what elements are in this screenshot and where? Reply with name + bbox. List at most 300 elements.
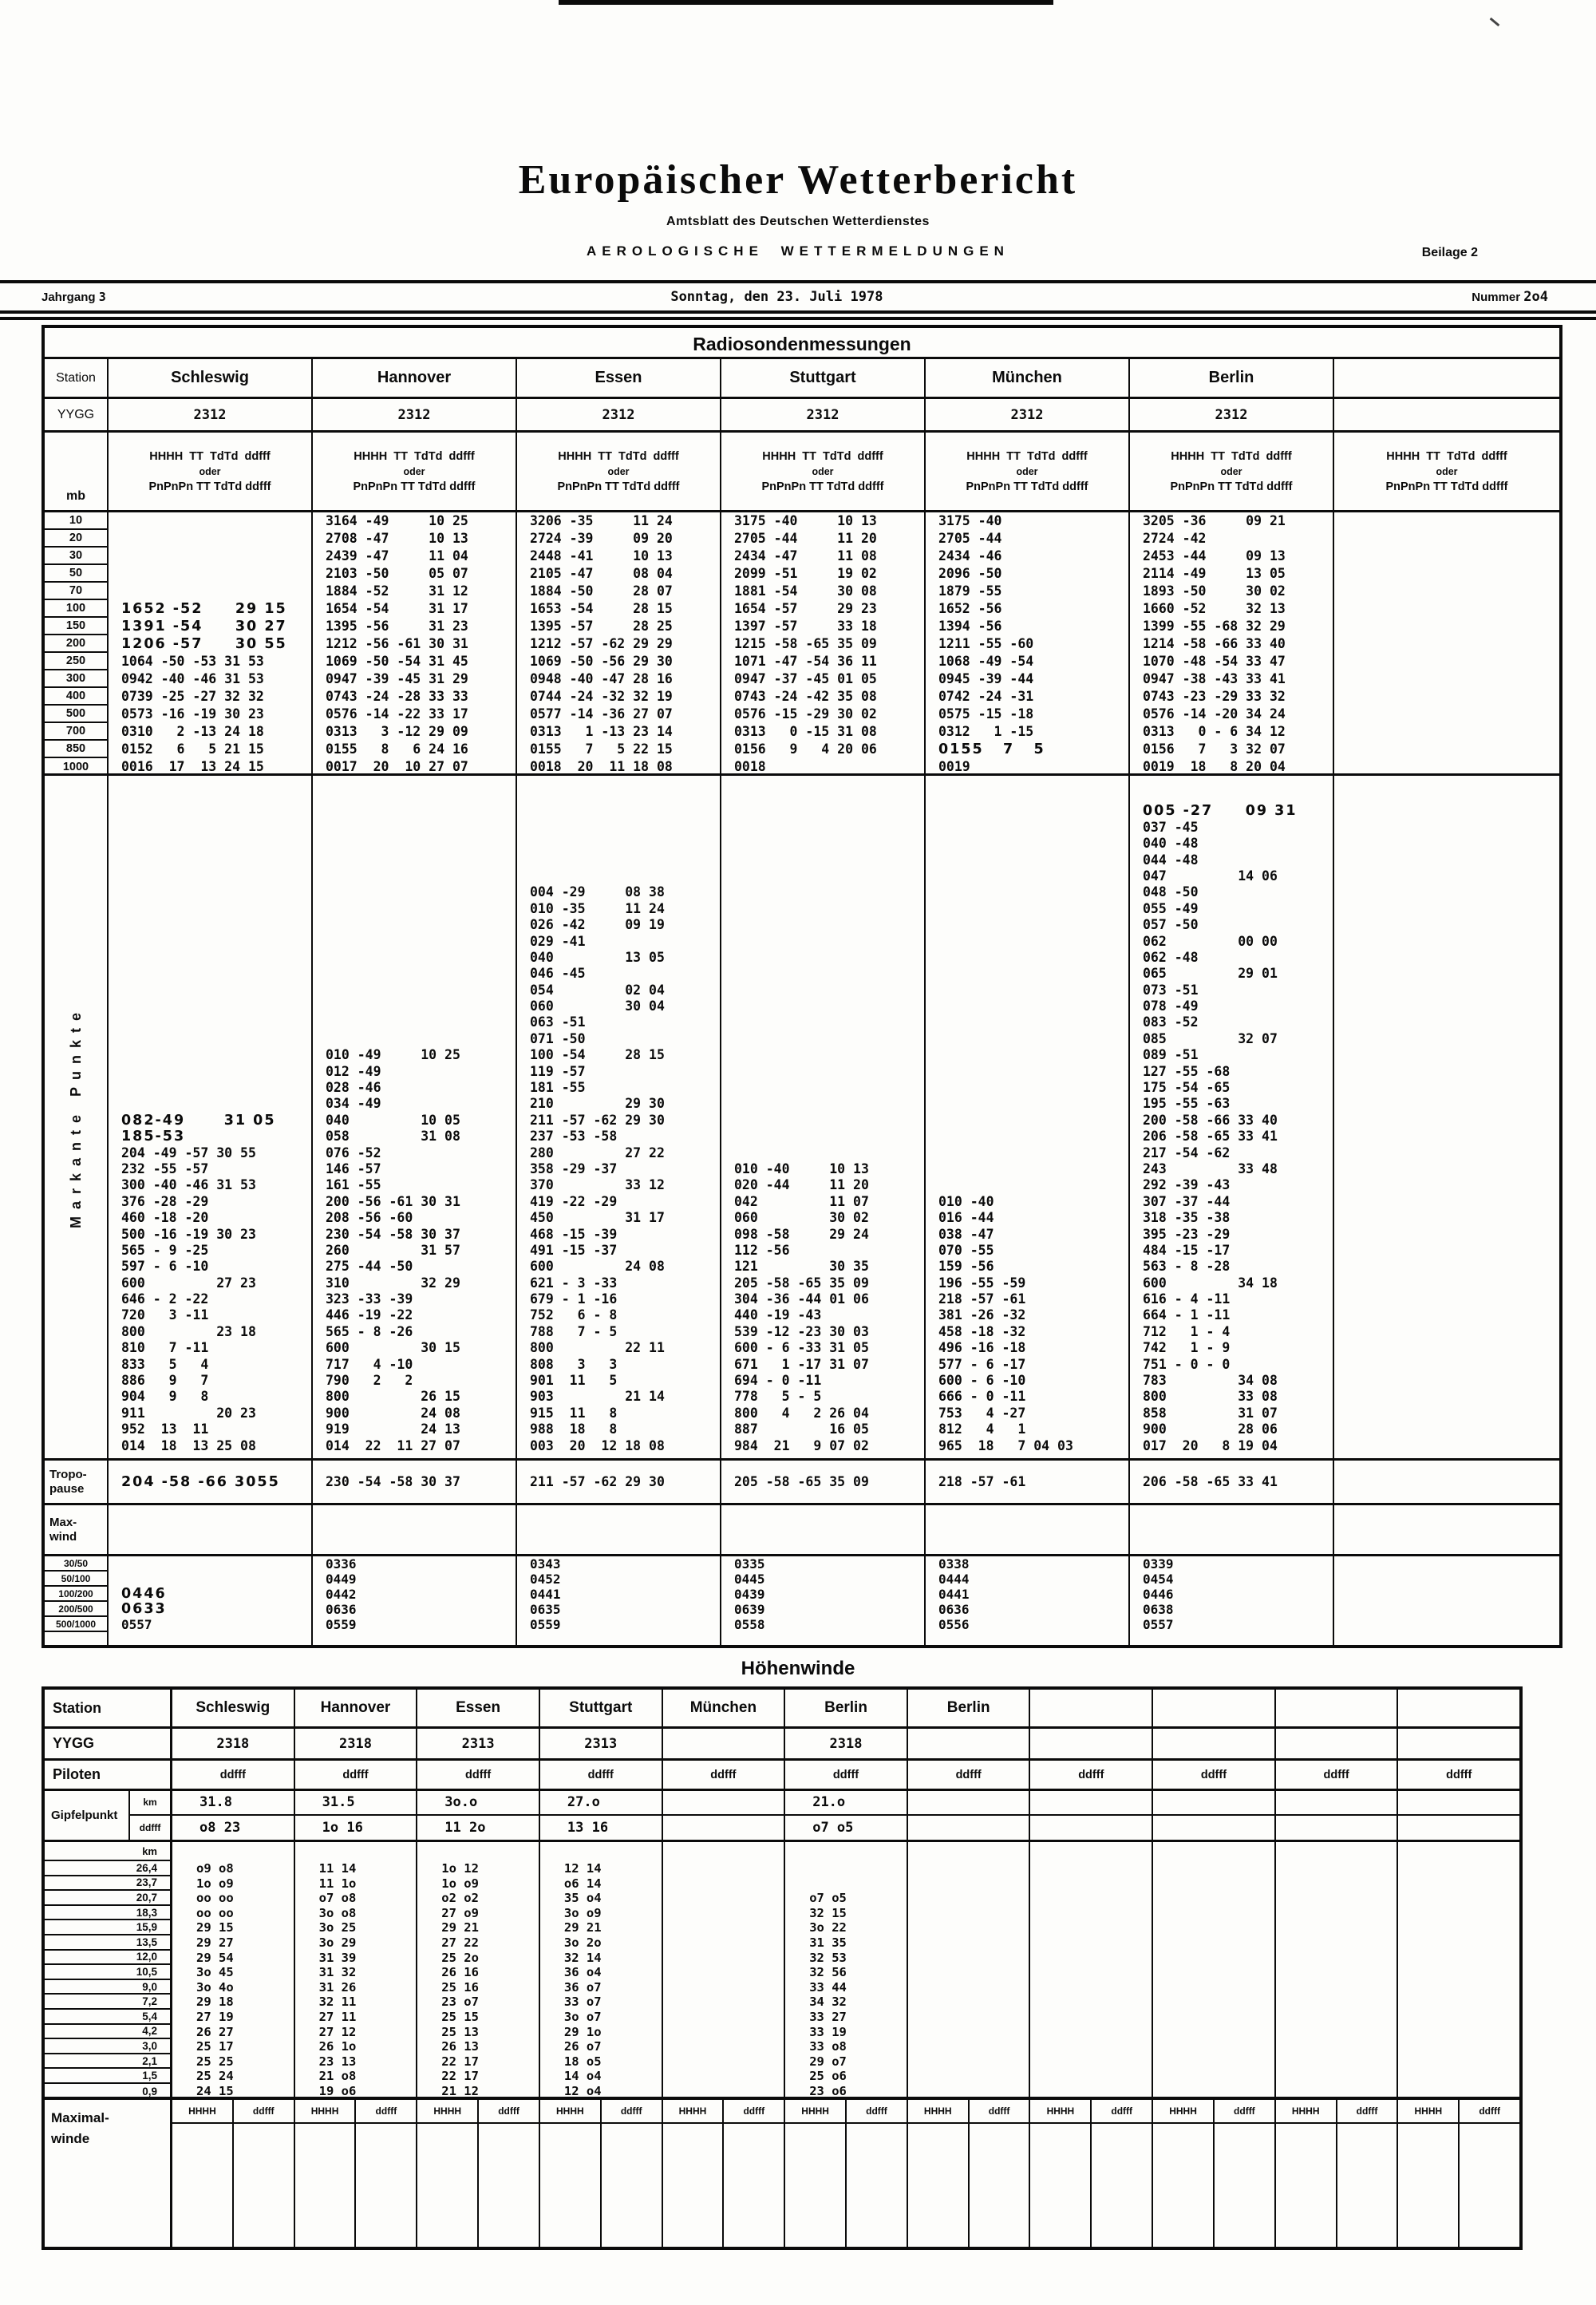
- data-line: 2453 -44 09 13: [1143, 548, 1286, 563]
- subheader-line1: HHHH TT TdTd ddfff: [1386, 449, 1507, 463]
- data-line: 048 -50: [1143, 884, 1199, 900]
- data-line: 812 4 1: [938, 1421, 1026, 1437]
- data-line: 3205 -36 09 21: [1143, 513, 1286, 528]
- data-line: 2705 -44: [938, 531, 1002, 546]
- data-line: 0441: [530, 1587, 561, 1602]
- hw-piloten-value-9: ddfff: [1276, 1761, 1399, 1789]
- data-line: [313, 1632, 516, 1645]
- data-line: [1153, 1965, 1274, 1980]
- data-line: [1030, 1995, 1152, 2010]
- data-line: [926, 1632, 1128, 1645]
- data-line: 0556: [938, 1617, 970, 1632]
- yygg-value-2: 2312: [517, 399, 721, 430]
- data-line: [1398, 1980, 1519, 1995]
- altitude-label: 12,0: [45, 1951, 170, 1966]
- tropopause-row: [45, 1458, 1559, 1503]
- altitude-label: 20,7: [45, 1891, 170, 1906]
- mb-level: 70: [45, 583, 107, 600]
- data-line: 33 o8: [809, 2039, 847, 2054]
- data-line: 217 -54 -62: [1143, 1145, 1231, 1160]
- data-line: 468 -15 -39: [530, 1226, 618, 1242]
- hw-wind-col-3: [540, 1842, 663, 2097]
- markante-col-wrap-5: [1130, 776, 1334, 1458]
- data-line: 3o 22: [809, 1920, 847, 1935]
- data-line: [1153, 1951, 1274, 1966]
- data-line: 984 21 9 07 02: [734, 1437, 869, 1453]
- subheader-oder: oder: [403, 465, 425, 477]
- hw-piloten-row: [45, 1758, 1519, 1789]
- hhhh-header: HHHH: [1030, 2100, 1092, 2122]
- data-line: 26 1o: [318, 2039, 357, 2054]
- data-line: [1153, 1906, 1274, 1921]
- data-line: 089 -51: [1143, 1047, 1199, 1063]
- data-line: 565 - 9 -25: [121, 1242, 209, 1258]
- data-line: 370 33 12: [530, 1177, 665, 1193]
- data-line: 0449: [326, 1572, 357, 1587]
- data-line: 460 -18 -20: [121, 1210, 209, 1226]
- data-line: [1398, 1935, 1519, 1951]
- maximalwinde-body: [1276, 2124, 1397, 2247]
- data-line: [1398, 1861, 1519, 1876]
- maximalwinde-col-5: [785, 2100, 908, 2247]
- station-name-1: Hannover: [313, 359, 517, 397]
- gipfel-ddfff-value: [663, 1816, 784, 1840]
- hw-yygg-value-5: 2318: [785, 1729, 908, 1758]
- data-line: [908, 1995, 1029, 2010]
- gipfelpunkt-ddfff-label: ddfff: [139, 1821, 161, 1833]
- data-line: 800 22 11: [530, 1340, 665, 1356]
- hw-gipfel-cell-5: [785, 1791, 908, 1840]
- data-line: 062 00 00: [1143, 933, 1278, 949]
- markante-col-wrap-2: [517, 776, 721, 1458]
- data-line: [1276, 1861, 1397, 1876]
- data-line: 2096 -50: [938, 566, 1002, 581]
- data-line: 014 22 11 27 07: [326, 1437, 460, 1453]
- data-line: [1398, 2084, 1519, 2097]
- data-line: [663, 1951, 784, 1966]
- gipfel-ddfff-value: [1030, 1816, 1152, 1840]
- data-line: 3164 -49 10 25: [326, 513, 468, 528]
- data-line: [908, 1876, 1029, 1892]
- maxwind-empty: [1334, 1505, 1559, 1554]
- hw-yygg-value-4: [663, 1729, 786, 1758]
- data-line: 014 18 13 25 08: [121, 1437, 256, 1453]
- markante-band: [45, 773, 1559, 1458]
- data-line: 29 21: [563, 1920, 602, 1935]
- altitude-label: 5,4: [45, 2010, 170, 2025]
- data-line: [517, 1632, 720, 1645]
- data-line: 1653 -54 28 15: [530, 601, 673, 616]
- hw-wind-col-5: [785, 1842, 908, 2097]
- hw-yygg-value-10: [1398, 1729, 1519, 1758]
- data-line: 597 - 6 -10: [121, 1259, 209, 1275]
- data-line: 600 24 08: [530, 1259, 665, 1275]
- shear-level-label: 500/1000: [45, 1617, 107, 1632]
- data-line: 12 14: [563, 1861, 602, 1876]
- hw-yygg-value-9: [1276, 1729, 1399, 1758]
- data-line: 042 11 07: [734, 1193, 869, 1209]
- data-line: 307 -37 -44: [1143, 1193, 1231, 1209]
- data-line: 887 16 05: [734, 1421, 869, 1437]
- hw-piloten-label: Piloten: [45, 1761, 172, 1789]
- data-line: 753 4 -27: [938, 1405, 1026, 1421]
- data-line: 600 - 6 -33 31 05: [734, 1340, 869, 1356]
- data-line: 0639: [734, 1602, 765, 1617]
- data-line: [109, 530, 311, 548]
- data-line: 11 14: [318, 1861, 357, 1876]
- data-line: 0452: [530, 1572, 561, 1587]
- data-line: 060 30 02: [734, 1210, 869, 1226]
- data-line: 082-49 31 05: [121, 1112, 276, 1129]
- gipfel-ddfff-value: 11 2o: [444, 1819, 486, 1836]
- data-line: o6 14: [563, 1876, 602, 1891]
- hw-gipfel-cell-10: [1398, 1791, 1519, 1840]
- markante-col-2: [517, 776, 720, 1458]
- data-line: 3206 -35 11 24: [530, 513, 673, 528]
- mb-level: 850: [45, 741, 107, 758]
- tropopause-value-4: 218 -57 -61: [926, 1461, 1130, 1503]
- data-line: 1070 -48 -54 33 47: [1143, 654, 1286, 669]
- data-line: 054 02 04: [530, 982, 665, 998]
- data-line: 112 -56: [734, 1242, 790, 1258]
- altitude-label: 0,9: [142, 2085, 157, 2097]
- maximalwinde-header: [663, 2100, 784, 2124]
- data-line: 0559: [326, 1617, 357, 1632]
- mb-label: mb: [45, 433, 109, 510]
- data-line: 539 -12 -23 30 03: [734, 1323, 869, 1339]
- data-line: 0444: [938, 1572, 970, 1587]
- data-line: 621 - 3 -33: [530, 1275, 618, 1291]
- data-line: [1030, 1980, 1152, 1995]
- hw-gipfelpunkt-label: [45, 1791, 172, 1840]
- data-line: 900 28 06: [1143, 1421, 1278, 1437]
- data-line: [721, 1632, 924, 1645]
- data-line: 146 -57: [326, 1160, 381, 1176]
- subheader-line1: HHHH TT TdTd ddfff: [966, 449, 1088, 463]
- data-line: 218 -57 -61: [938, 1291, 1026, 1307]
- data-line: 27 22: [441, 1935, 479, 1950]
- data-line: 1395 -56 31 23: [326, 619, 468, 634]
- data-line: 1069 -50 -54 31 45: [326, 654, 468, 669]
- data-line: 1881 -54 30 08: [734, 583, 877, 599]
- data-line: 491 -15 -37: [530, 1242, 618, 1258]
- data-line: [1153, 2025, 1274, 2040]
- data-line: 300 -40 -46 31 53: [121, 1177, 256, 1193]
- data-line: 1399 -55 -68 32 29: [1143, 619, 1286, 634]
- data-line: 0558: [734, 1617, 765, 1632]
- data-line: 26 13: [441, 2039, 479, 2054]
- data-line: 0742 -24 -31: [938, 689, 1034, 704]
- data-line: [663, 1861, 784, 1876]
- mb-level: 30: [45, 548, 107, 565]
- horizontal-rule: [0, 317, 1596, 320]
- data-line: 800 26 15: [326, 1389, 460, 1405]
- hw-piloten-value-4: ddfff: [663, 1761, 786, 1789]
- data-line: 1068 -49 -54: [938, 654, 1034, 669]
- data-line: [1276, 1920, 1397, 1935]
- data-line: 076 -52: [326, 1145, 381, 1160]
- data-line: [1030, 2069, 1152, 2084]
- hhhh-header: HHHH: [785, 2100, 847, 2122]
- hw-gipfel-cell-9: [1276, 1791, 1399, 1840]
- data-line: 016 -44: [938, 1210, 994, 1226]
- data-line: 3175 -40: [938, 513, 1002, 528]
- data-line: 900 24 08: [326, 1405, 460, 1421]
- data-line: 280 27 22: [530, 1145, 665, 1160]
- data-line: [1030, 2054, 1152, 2070]
- data-line: [1398, 2054, 1519, 2070]
- subheader-cell-3: [721, 433, 926, 510]
- data-line: 694 - 0 -11: [734, 1373, 822, 1389]
- data-line: [1398, 1876, 1519, 1892]
- data-line: 911 20 23: [121, 1405, 256, 1421]
- mb-level: 300: [45, 670, 107, 688]
- data-line: 0635: [530, 1602, 561, 1617]
- hw-piloten-value-2: ddfff: [417, 1761, 540, 1789]
- station-header-row: [45, 357, 1559, 397]
- data-line: 458 -18 -32: [938, 1323, 1026, 1339]
- data-line: [908, 2039, 1029, 2054]
- hw-station-name-9: [1276, 1690, 1399, 1726]
- data-line: o9 o8: [196, 1861, 234, 1876]
- data-line: 0947 -37 -45 01 05: [734, 671, 877, 686]
- data-line: [109, 512, 311, 530]
- maximalwinde-header: [1276, 2100, 1397, 2124]
- subheader-line1: HHHH TT TdTd ddfff: [149, 449, 271, 463]
- hhhh-header: HHHH: [663, 2100, 725, 2122]
- maximalwinde-header: [908, 2100, 1029, 2124]
- yygg-value-1: 2312: [313, 399, 517, 430]
- yygg-value-5: 2312: [1130, 399, 1334, 430]
- data-line: 0947 -39 -45 31 29: [326, 671, 468, 686]
- data-line: 33 o7: [563, 1995, 602, 2010]
- data-line: 25 16: [441, 1979, 479, 1995]
- maxwind-value-4: [926, 1505, 1130, 1554]
- data-line: 0636: [938, 1602, 970, 1617]
- maximalwinde-cell: [970, 2124, 1029, 2247]
- data-line: 32 56: [809, 1965, 847, 1980]
- data-line: 057 -50: [1143, 917, 1199, 933]
- data-line: 563 - 8 -28: [1143, 1259, 1231, 1275]
- data-line: 0338: [938, 1556, 970, 1572]
- data-line: 0739 -25 -27 32 32: [121, 689, 264, 704]
- data-line: 243 33 48: [1143, 1160, 1278, 1176]
- data-line: 800 4 2 26 04: [734, 1405, 869, 1421]
- data-line: 496 -16 -18: [938, 1340, 1026, 1356]
- data-line: 616 - 4 -11: [1143, 1291, 1231, 1307]
- maximalwinde-cell: [1153, 2124, 1215, 2247]
- mb-level: 50: [45, 565, 107, 583]
- data-line: 22 17: [441, 2069, 479, 2084]
- yygg-value-0: 2312: [109, 399, 313, 430]
- hw-station-name-8: [1153, 1690, 1276, 1726]
- data-line: 778 5 - 5: [734, 1389, 822, 1405]
- subheader-cell-6: [1334, 433, 1559, 510]
- altitude-label: 26,4: [45, 1861, 170, 1876]
- maximalwinde-body: [785, 2124, 907, 2247]
- maximalwinde-cell: [1398, 2124, 1460, 2247]
- date-label: Sonntag, den 23. Juli 1978: [670, 289, 883, 305]
- maximalwinde-body: [417, 2124, 539, 2247]
- data-line: 886 9 7: [121, 1373, 209, 1389]
- data-line: 919 24 13: [326, 1421, 460, 1437]
- data-line: 0339: [1143, 1556, 1174, 1572]
- maxwind-value-1: [313, 1505, 517, 1554]
- data-line: 040 10 05: [326, 1112, 460, 1128]
- hw-station-name-2: Essen: [417, 1690, 540, 1726]
- hoehenwinde-title: Höhenwinde: [741, 1658, 855, 1679]
- maximalwinde-col-1: [295, 2100, 418, 2247]
- levels-empty: [1334, 512, 1559, 773]
- shear-labels-column: [45, 1556, 109, 1645]
- shear-col-5: [1130, 1556, 1334, 1645]
- data-line: 078 -49: [1143, 998, 1199, 1014]
- hw-piloten-value-10: ddfff: [1446, 1768, 1472, 1781]
- data-line: 044 -48: [1143, 852, 1199, 868]
- data-line: 29 18: [196, 1995, 234, 2010]
- gipfel-ddfff-value: [1276, 1816, 1397, 1840]
- data-line: [908, 2025, 1029, 2040]
- data-line: 808 3 3: [530, 1356, 618, 1372]
- data-line: 500 -16 -19 30 23: [121, 1226, 256, 1242]
- levels-col-2: [517, 512, 721, 773]
- maxwind-value-2: [517, 1505, 721, 1554]
- data-line: 358 -29 -37: [530, 1160, 618, 1176]
- ddfff-header: ddfff: [1356, 2105, 1378, 2117]
- data-line: [1276, 2039, 1397, 2054]
- data-line: 440 -19 -43: [734, 1307, 822, 1323]
- tropopause-value-5: 206 -58 -65 33 41: [1130, 1461, 1334, 1503]
- data-line: 0633: [121, 1601, 167, 1617]
- maximalwinde-label-line: winde: [51, 2131, 90, 2146]
- data-line: 1069 -50 -56 29 30: [530, 654, 673, 669]
- data-line: 27 12: [318, 2024, 357, 2039]
- data-line: [1030, 1891, 1152, 1906]
- data-line: 2114 -49 13 05: [1143, 566, 1286, 581]
- data-line: 040 13 05: [530, 949, 665, 965]
- markante-col-wrap-3: [721, 776, 926, 1458]
- levels-col-0: [109, 512, 313, 773]
- data-line: 005 -27 09 31: [1143, 803, 1298, 820]
- maximalwinde-header: [1153, 2100, 1274, 2124]
- data-line: 679 - 1 -16: [530, 1291, 618, 1307]
- data-line: 23 o7: [441, 1995, 479, 2010]
- subheader-cell-0: [109, 433, 313, 510]
- yygg-empty: [1334, 399, 1559, 430]
- gipfel-ddfff-value: [908, 1816, 1029, 1840]
- data-line: 195 -55 -63: [1143, 1096, 1231, 1112]
- data-line: 0439: [734, 1587, 765, 1602]
- data-line: 712 1 - 4: [1143, 1323, 1231, 1339]
- data-line: 0310 2 -13 24 18: [121, 724, 264, 739]
- data-line: 27 19: [196, 2009, 234, 2024]
- data-line: 159 -56: [938, 1259, 994, 1275]
- data-line: 0947 -38 -43 33 41: [1143, 671, 1286, 686]
- data-line: 36 o4: [563, 1965, 602, 1980]
- data-line: 31 39: [318, 1950, 357, 1965]
- data-line: 3o 4o: [196, 1979, 234, 1995]
- mb-level: 700: [45, 723, 107, 741]
- hw-altitude-band: [45, 1840, 1519, 2097]
- subheader-cell-5: [1130, 433, 1334, 510]
- data-line: 0636: [326, 1602, 357, 1617]
- data-line: [663, 2010, 784, 2025]
- data-line: 18 o5: [563, 2054, 602, 2069]
- maxwind-label-line: wind: [49, 1529, 77, 1544]
- data-line: 070 -55: [938, 1242, 994, 1258]
- data-line: 600 27 23: [121, 1275, 256, 1291]
- data-line: 1o 12: [441, 1861, 479, 1876]
- data-line: 25 24: [196, 2069, 234, 2084]
- data-line: 0017 20 10 27 07: [326, 759, 468, 773]
- data-line: 323 -33 -39: [326, 1291, 413, 1307]
- data-line: 0313 0 - 6 34 12: [1143, 724, 1286, 739]
- data-line: 965 18 7 04 03: [938, 1437, 1073, 1453]
- data-line: [1153, 1935, 1274, 1951]
- data-line: 0156 9 4 20 06: [734, 741, 877, 757]
- markante-col-0: [109, 776, 311, 1458]
- data-line: 1071 -47 -54 36 11: [734, 654, 877, 669]
- data-line: 181 -55: [530, 1080, 586, 1096]
- maxwind-label-line: Max-: [49, 1515, 77, 1529]
- issue-strip: [0, 283, 1596, 310]
- maximalwinde-body: [540, 2124, 662, 2247]
- data-line: 237 -53 -58: [530, 1129, 618, 1145]
- data-line: 1064 -50 -53 31 53: [121, 654, 264, 669]
- data-line: [1153, 2069, 1274, 2084]
- data-line: 2708 -47 10 13: [326, 531, 468, 546]
- hhhh-header: HHHH: [417, 2100, 479, 2122]
- data-line: 2434 -46: [938, 548, 1002, 563]
- levels-col-4: [926, 512, 1130, 773]
- data-line: o7 o8: [318, 1891, 357, 1906]
- altitude-label: 4,2: [45, 2025, 170, 2040]
- data-line: 11 1o: [318, 1876, 357, 1891]
- data-line: 083 -52: [1143, 1014, 1199, 1030]
- tropopause-label-line: pause: [49, 1481, 85, 1496]
- data-line: [1030, 1876, 1152, 1892]
- data-line: 098 -58 29 24: [734, 1226, 869, 1242]
- shear-empty: [1334, 1556, 1559, 1645]
- data-line: 0442: [326, 1587, 357, 1602]
- data-line: [663, 1891, 784, 1906]
- data-line: 0945 -39 -44: [938, 671, 1034, 686]
- data-line: [1276, 1965, 1397, 1980]
- data-line: [1398, 1951, 1519, 1966]
- maxwind-label: [45, 1505, 109, 1554]
- station-name-empty: [1334, 359, 1559, 397]
- hw-yygg-value-6: [908, 1729, 1031, 1758]
- gipfel-km-value: [663, 1791, 784, 1816]
- hw-gipfel-cell-2: [417, 1791, 540, 1840]
- data-line: 0743 -24 -28 33 33: [326, 689, 468, 704]
- hw-yygg-value-0: 2318: [172, 1729, 295, 1758]
- data-line: [908, 1861, 1029, 1876]
- maximalwinde-header: [785, 2100, 907, 2124]
- mb-level: 200: [45, 635, 107, 653]
- subheader-line2: PnPnPn TT TdTd ddfff: [966, 480, 1088, 493]
- data-line: 29 o7: [809, 2054, 847, 2069]
- data-line: [1398, 1906, 1519, 1921]
- data-line: [1153, 2054, 1274, 2070]
- data-line: 25 13: [441, 2024, 479, 2039]
- data-line: 205 -58 -65 35 09: [734, 1275, 869, 1291]
- altitude-label: 23,7: [45, 1876, 170, 1892]
- data-line: 0441: [938, 1587, 970, 1602]
- data-line: 25 2o: [441, 1950, 479, 1965]
- data-line: 2448 -41 10 13: [530, 548, 673, 563]
- hw-piloten-value-1: ddfff: [295, 1761, 418, 1789]
